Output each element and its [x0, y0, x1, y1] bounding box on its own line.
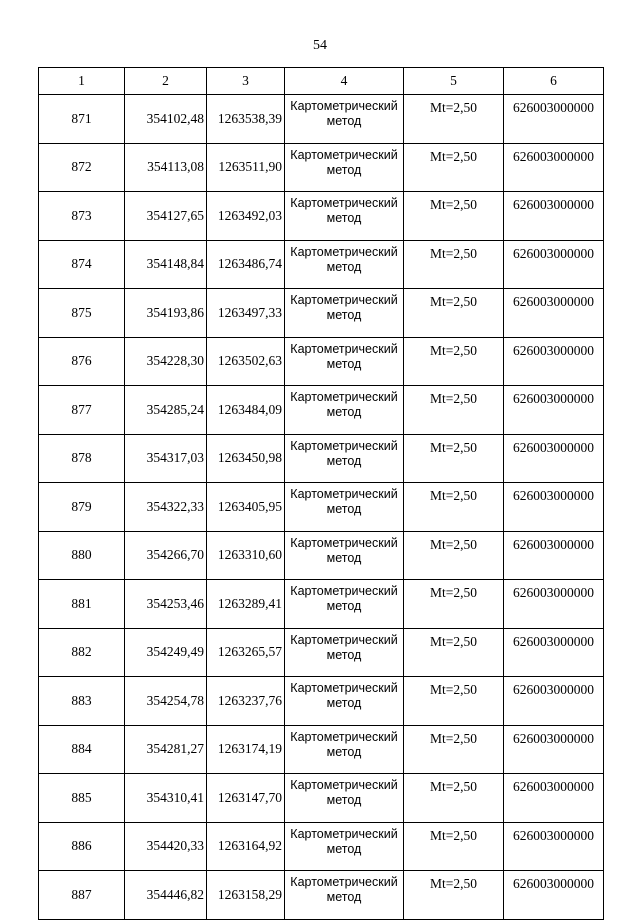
table-row — [39, 337, 604, 386]
method-cell — [285, 531, 404, 580]
method-cell — [285, 192, 404, 241]
method-text-line-1: Картометрический — [290, 487, 398, 501]
method-text-line-1: Картометрический — [290, 632, 398, 647]
accuracy-cell: Mt=2,50 — [404, 725, 504, 774]
method-text-line-2: метод — [326, 114, 362, 128]
accuracy-cell: Mt=2,50 — [404, 337, 504, 386]
method-text-line-1: Картометрический — [290, 341, 398, 356]
y-coordinate-cell: 1263310,60 — [207, 531, 285, 580]
y-coordinate-cell: 1263484,09 — [207, 386, 285, 435]
accuracy-cell: Mt=2,50 — [404, 677, 504, 726]
method-text-line-1: Картометрический — [290, 244, 398, 259]
table-row — [39, 240, 604, 289]
point-number-cell: 875 — [39, 289, 125, 338]
code-cell: 626003000000 — [504, 628, 604, 677]
code-cell: 626003000000 — [504, 143, 604, 192]
method-text-line-2: метод — [326, 550, 362, 565]
accuracy-cell: Mt=2,50 — [404, 434, 504, 483]
y-coordinate-cell: 1263492,03 — [207, 192, 285, 241]
method-text-line-2: метод — [326, 356, 362, 371]
x-coordinate-cell: 354193,86 — [125, 289, 207, 338]
code-cell: 626003000000 — [504, 192, 604, 241]
y-coordinate-cell: 1263405,95 — [207, 483, 285, 532]
point-number-cell: 878 — [39, 434, 125, 483]
y-coordinate-cell: 1263511,90 — [207, 143, 285, 192]
x-coordinate-cell: 354254,78 — [125, 677, 207, 726]
method-cell — [285, 871, 404, 920]
coordinates-table — [38, 67, 604, 920]
accuracy-cell: Mt=2,50 — [404, 95, 504, 144]
method-text-line-1: Картометрический — [290, 438, 398, 453]
point-number-cell: 872 — [39, 143, 125, 192]
accuracy-cell: Mt=2,50 — [404, 628, 504, 677]
y-coordinate-cell: 1263450,98 — [207, 434, 285, 483]
table-row — [39, 289, 604, 338]
point-number-cell: 885 — [39, 774, 125, 823]
method-text-line-1: Картометрический — [290, 99, 398, 113]
x-coordinate-cell: 354148,84 — [125, 240, 207, 289]
y-coordinate-cell: 1263158,29 — [207, 871, 285, 920]
accuracy-cell: Mt=2,50 — [404, 386, 504, 435]
code-cell: 626003000000 — [504, 240, 604, 289]
method-cell — [285, 725, 404, 774]
table-row — [39, 531, 604, 580]
method-text-line-2: метод — [326, 162, 362, 177]
point-number-cell: 871 — [39, 95, 125, 144]
method-text-line-1: Картометрический — [290, 875, 398, 889]
table-row — [39, 871, 604, 920]
point-number-cell: 887 — [39, 871, 125, 920]
column-header-2: 2 — [125, 68, 207, 95]
method-cell — [285, 240, 404, 289]
method-text-line-2: метод — [326, 259, 362, 274]
method-text-line-2: метод — [326, 405, 362, 419]
method-text-line-2: метод — [326, 308, 362, 322]
code-cell: 626003000000 — [504, 434, 604, 483]
point-number-cell: 880 — [39, 531, 125, 580]
page-number: 54 — [313, 38, 327, 53]
code-cell: 626003000000 — [504, 677, 604, 726]
code-cell: 626003000000 — [504, 95, 604, 144]
method-cell — [285, 434, 404, 483]
point-number-cell: 882 — [39, 628, 125, 677]
table-row — [39, 434, 604, 483]
x-coordinate-cell: 354285,24 — [125, 386, 207, 435]
column-header-4: 4 — [285, 68, 404, 95]
method-text-line-2: метод — [326, 696, 362, 710]
method-text-line-1: Картометрический — [290, 147, 398, 162]
method-text-line-2: метод — [326, 599, 362, 613]
method-text-line-1: Картометрический — [290, 293, 398, 307]
method-text-line-1: Картометрический — [290, 778, 398, 792]
method-text-line-1: Картометрический — [290, 390, 398, 404]
method-cell — [285, 483, 404, 532]
table-row — [39, 725, 604, 774]
column-header-3: 3 — [207, 68, 285, 95]
method-cell — [285, 337, 404, 386]
y-coordinate-cell: 1263265,57 — [207, 628, 285, 677]
column-header-5: 5 — [404, 68, 504, 95]
table-row — [39, 822, 604, 871]
table-row — [39, 628, 604, 677]
accuracy-cell: Mt=2,50 — [404, 483, 504, 532]
x-coordinate-cell: 354317,03 — [125, 434, 207, 483]
method-cell — [285, 95, 404, 144]
y-coordinate-cell: 1263497,33 — [207, 289, 285, 338]
method-text-line-1: Картометрический — [290, 729, 398, 744]
code-cell: 626003000000 — [504, 871, 604, 920]
accuracy-cell: Mt=2,50 — [404, 143, 504, 192]
x-coordinate-cell: 354266,70 — [125, 531, 207, 580]
table-row — [39, 483, 604, 532]
method-cell — [285, 628, 404, 677]
accuracy-cell: Mt=2,50 — [404, 240, 504, 289]
code-cell: 626003000000 — [504, 580, 604, 629]
point-number-cell: 876 — [39, 337, 125, 386]
method-text-line-2: метод — [326, 793, 362, 807]
method-text-line-2: метод — [326, 744, 362, 759]
method-text-line-1: Картометрический — [290, 196, 398, 210]
x-coordinate-cell: 354420,33 — [125, 822, 207, 871]
code-cell: 626003000000 — [504, 725, 604, 774]
method-cell — [285, 774, 404, 823]
table-row — [39, 774, 604, 823]
point-number-cell: 873 — [39, 192, 125, 241]
method-text-line-1: Картометрический — [290, 584, 398, 598]
method-cell — [285, 677, 404, 726]
table-header — [39, 68, 604, 95]
header-row — [39, 68, 604, 95]
method-text-line-2: метод — [326, 453, 362, 468]
table-row — [39, 192, 604, 241]
accuracy-cell: Mt=2,50 — [404, 289, 504, 338]
y-coordinate-cell: 1263147,70 — [207, 774, 285, 823]
point-number-cell: 886 — [39, 822, 125, 871]
method-text-line-2: метод — [326, 502, 362, 516]
method-text-line-2: метод — [326, 841, 362, 856]
code-cell: 626003000000 — [504, 289, 604, 338]
code-cell: 626003000000 — [504, 774, 604, 823]
x-coordinate-cell: 354310,41 — [125, 774, 207, 823]
point-number-cell: 881 — [39, 580, 125, 629]
method-text-line-2: метод — [326, 647, 362, 662]
accuracy-cell: Mt=2,50 — [404, 531, 504, 580]
x-coordinate-cell: 354102,48 — [125, 95, 207, 144]
code-cell: 626003000000 — [504, 337, 604, 386]
x-coordinate-cell: 354249,49 — [125, 628, 207, 677]
x-coordinate-cell: 354113,08 — [125, 143, 207, 192]
y-coordinate-cell: 1263164,92 — [207, 822, 285, 871]
x-coordinate-cell: 354322,33 — [125, 483, 207, 532]
point-number-cell: 883 — [39, 677, 125, 726]
y-coordinate-cell: 1263237,76 — [207, 677, 285, 726]
method-cell — [285, 386, 404, 435]
table-row — [39, 143, 604, 192]
method-cell — [285, 289, 404, 338]
point-number-cell: 884 — [39, 725, 125, 774]
method-text-line-1: Картометрический — [290, 535, 398, 550]
code-cell: 626003000000 — [504, 822, 604, 871]
accuracy-cell: Mt=2,50 — [404, 822, 504, 871]
accuracy-cell: Mt=2,50 — [404, 871, 504, 920]
x-coordinate-cell: 354253,46 — [125, 580, 207, 629]
column-header-1: 1 — [39, 68, 125, 95]
y-coordinate-cell: 1263538,39 — [207, 95, 285, 144]
method-cell — [285, 143, 404, 192]
table-row — [39, 580, 604, 629]
method-cell — [285, 822, 404, 871]
method-text-line-1: Картометрический — [290, 826, 398, 841]
y-coordinate-cell: 1263174,19 — [207, 725, 285, 774]
point-number-cell: 877 — [39, 386, 125, 435]
table-body — [39, 95, 604, 920]
y-coordinate-cell: 1263289,41 — [207, 580, 285, 629]
x-coordinate-cell: 354281,27 — [125, 725, 207, 774]
x-coordinate-cell: 354446,82 — [125, 871, 207, 920]
method-cell — [285, 580, 404, 629]
table-row — [39, 95, 604, 144]
method-text-line-1: Картометрический — [290, 681, 398, 695]
accuracy-cell: Mt=2,50 — [404, 774, 504, 823]
point-number-cell: 879 — [39, 483, 125, 532]
coordinates-table-container — [38, 67, 603, 920]
table-row — [39, 677, 604, 726]
code-cell: 626003000000 — [504, 531, 604, 580]
code-cell: 626003000000 — [504, 386, 604, 435]
code-cell: 626003000000 — [504, 483, 604, 532]
accuracy-cell: Mt=2,50 — [404, 580, 504, 629]
x-coordinate-cell: 354228,30 — [125, 337, 207, 386]
method-text-line-2: метод — [326, 211, 362, 225]
method-text-line-2: метод — [326, 890, 362, 904]
point-number-cell: 874 — [39, 240, 125, 289]
column-header-6: 6 — [504, 68, 604, 95]
accuracy-cell: Mt=2,50 — [404, 192, 504, 241]
y-coordinate-cell: 1263502,63 — [207, 337, 285, 386]
x-coordinate-cell: 354127,65 — [125, 192, 207, 241]
table-row — [39, 386, 604, 435]
y-coordinate-cell: 1263486,74 — [207, 240, 285, 289]
